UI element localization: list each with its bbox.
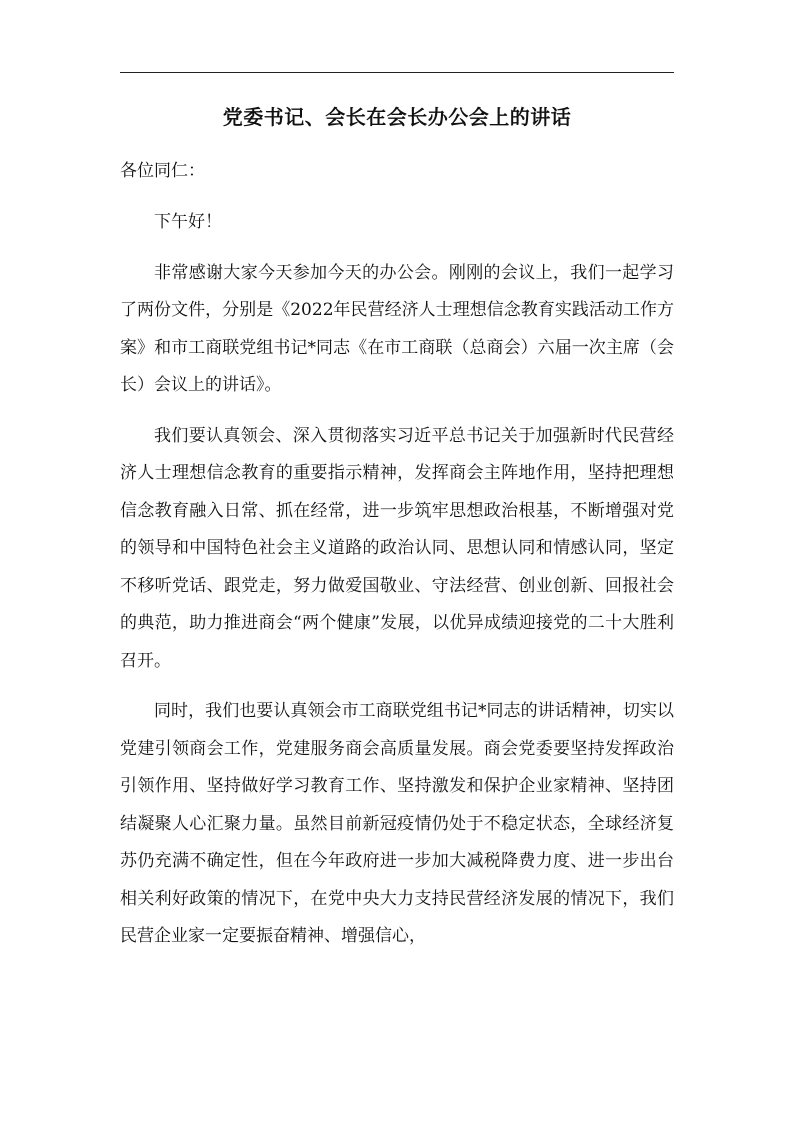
paragraph-ideals-education: 我们要认真领会、深入贯彻落实习近平总书记关于加强新时代民营经济人士理想信念教育的重要指示精神，发挥商会主阵地作用，坚持把理想信念教育融入日常、抓在经常，进一步筑牢思想政治根基，不断增强对党的领导和中国特色社会主义道路的政治认同、思想认同和情感认同，坚定不移听党话、跟党走，努力做爱国敬业、守法经营、创业创新、回报社会的典范，助力推进商会“两个健康”发展，以优异成绩迎接党的二十大胜利召开。 bbox=[120, 425, 674, 671]
document-title: 党委书记、会长在会长办公会上的讲话 bbox=[222, 105, 572, 129]
header-rule bbox=[120, 72, 674, 73]
paragraph-meeting-intro: 非常感谢大家今天参加今天的办公会。刚刚的会议上，我们一起学习了两份文件，分别是《2022年民营经济人士理想信念教育实践活动工作方案》和市工商联党组书记*同志《在市工商联（总商会）六届一次主席（会长）会议上的讲话》。 bbox=[120, 262, 674, 395]
paragraph-party-building: 同时，我们也要认真领会市工商联党组书记*同志的讲话精神，切实以党建引领商会工作，党建服务商会高质量发展。商会党委要坚持发挥政治引领作用、坚持做好学习教育工作、坚持激发和保护企业家精神、坚持团结凝聚人心汇聚力量。虽然目前新冠疫情仍处于不稳定状态，全球经济复苏仍充满不确定性，但在今年政府进一步加大减税降费力度、进一步出台相关利好政策的情况下，在党中央大力支持民营经济发展的情况下，我们民营企业家一定要振奋精神、增强信心， bbox=[120, 701, 674, 946]
salutation: 各位同仁： bbox=[120, 161, 205, 181]
document-body bbox=[120, 204, 674, 969]
paragraph-greeting: 下午好！ bbox=[154, 212, 222, 232]
